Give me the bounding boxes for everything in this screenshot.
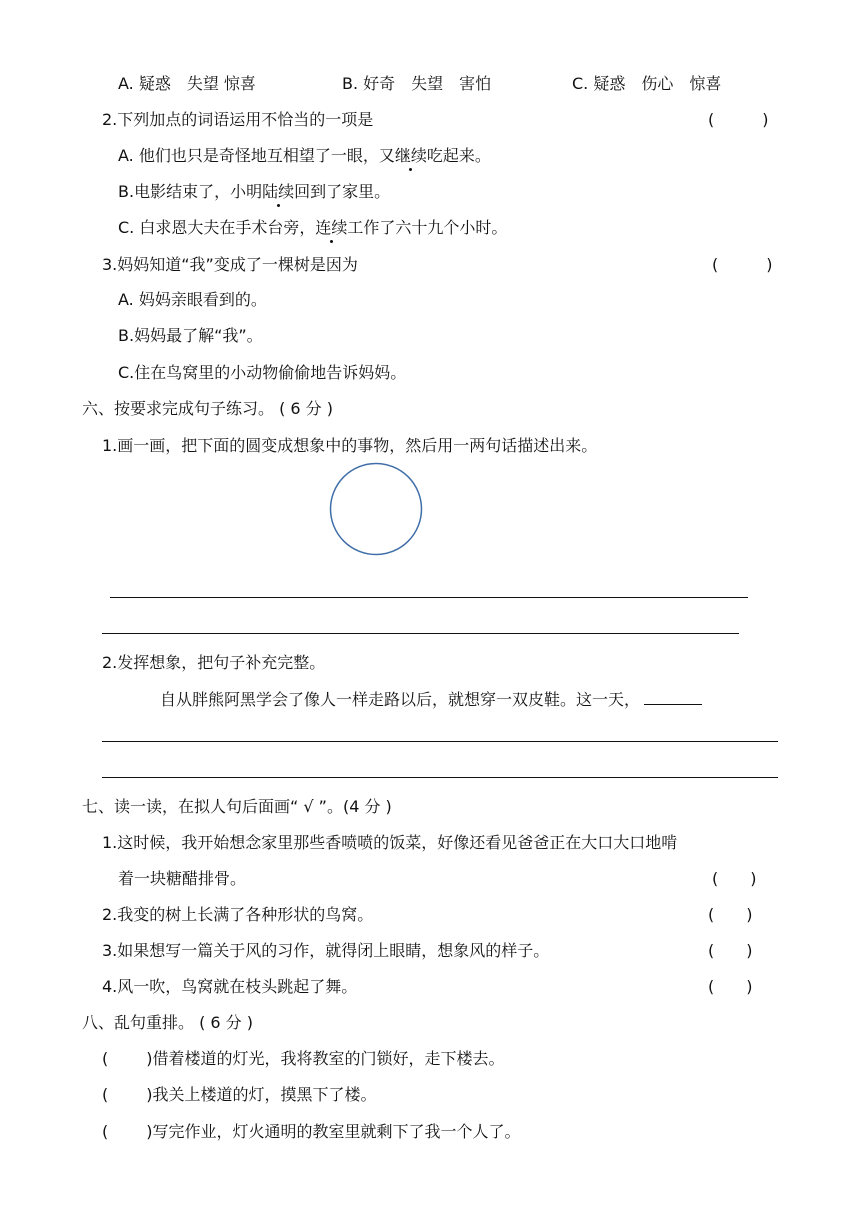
answer-line[interactable]	[102, 741, 778, 742]
answer-line[interactable]	[102, 633, 739, 634]
answer-line[interactable]	[110, 597, 748, 598]
section-8-title: 八、乱句重排。 ( 6 分 )	[82, 1013, 254, 1032]
dotted-word: 继续	[394, 146, 427, 165]
fill-blank[interactable]	[644, 688, 702, 705]
q7-item-1-cont: 着一块糖醋排骨。	[118, 869, 247, 888]
q2-option-b: B.电影结束了，小明陆续回到了家里。	[118, 182, 391, 201]
answer-paren: ( )	[712, 255, 773, 274]
q6-2-sentence: 自从胖熊阿黑学会了像人一样走路以后，就想穿一双皮鞋。这一天，	[160, 688, 702, 711]
drawing-circle	[328, 462, 426, 558]
answer-line[interactable]	[102, 777, 778, 778]
reorder-item: ( )借着楼道的灯光，我将教室的门锁好，走下楼去。	[102, 1049, 505, 1068]
q7-item-4: 4.风一吹，鸟窝就在枝头跳起了舞。	[102, 977, 358, 996]
q2-option-c: C. 白求恩大夫在手术台旁，连续工作了六十九个小时。	[118, 218, 508, 237]
answer-paren: ( )	[708, 905, 753, 924]
q7-item-1: 1.这时候，我开始想念家里那些香喷喷的饭菜，好像还看见爸爸正在大口大口地啃	[102, 833, 678, 852]
q3-option-a: A. 妈妈亲眼看到的。	[118, 290, 267, 309]
q3-option-b: B.妈妈最了解“我”。	[118, 326, 263, 345]
option-a: A. 疑惑 失望 惊喜	[118, 74, 256, 93]
section-6-title: 六、按要求完成句子练习。 ( 6 分 )	[82, 399, 334, 418]
q6-1-text: 1.画一画，把下面的圆变成想象中的事物，然后用一两句话描述出来。	[102, 436, 598, 455]
section-7-title: 七、读一读，在拟人句后面画“ √ ”。(4 分 )	[82, 797, 392, 816]
q3-stem: 3.妈妈知道“我”变成了一棵树是因为	[102, 255, 358, 274]
answer-paren: ( )	[712, 869, 757, 888]
answer-paren: ( )	[708, 941, 753, 960]
q2-option-a: A. 他们也只是奇怪地互相望了一眼，又继续吃起来。	[118, 146, 491, 165]
answer-paren: ( )	[708, 110, 769, 129]
q7-item-3: 3.如果想写一篇关于风的习作，就得闭上眼睛，想象风的样子。	[102, 941, 550, 960]
q2-stem: 2.下列加点的词语运用不恰当的一项是	[102, 110, 374, 129]
q6-2-text: 2.发挥想象，把句子补充完整。	[102, 653, 326, 672]
q7-item-2: 2.我变的树上长满了各种形状的鸟窝。	[102, 905, 374, 924]
option-b: B. 好奇 失望 害怕	[342, 74, 492, 93]
q3-option-c: C.住在鸟窝里的小动物偷偷地告诉妈妈。	[118, 363, 407, 382]
answer-paren: ( )	[708, 977, 753, 996]
dotted-word: 陆续	[262, 182, 295, 201]
dotted-word: 连续	[315, 218, 348, 237]
option-c: C. 疑惑 伤心 惊喜	[572, 74, 722, 93]
reorder-item: ( )写完作业，灯火通明的教室里就剩下了我一个人了。	[102, 1122, 521, 1141]
reorder-item: ( )我关上楼道的灯，摸黑下了楼。	[102, 1085, 377, 1104]
